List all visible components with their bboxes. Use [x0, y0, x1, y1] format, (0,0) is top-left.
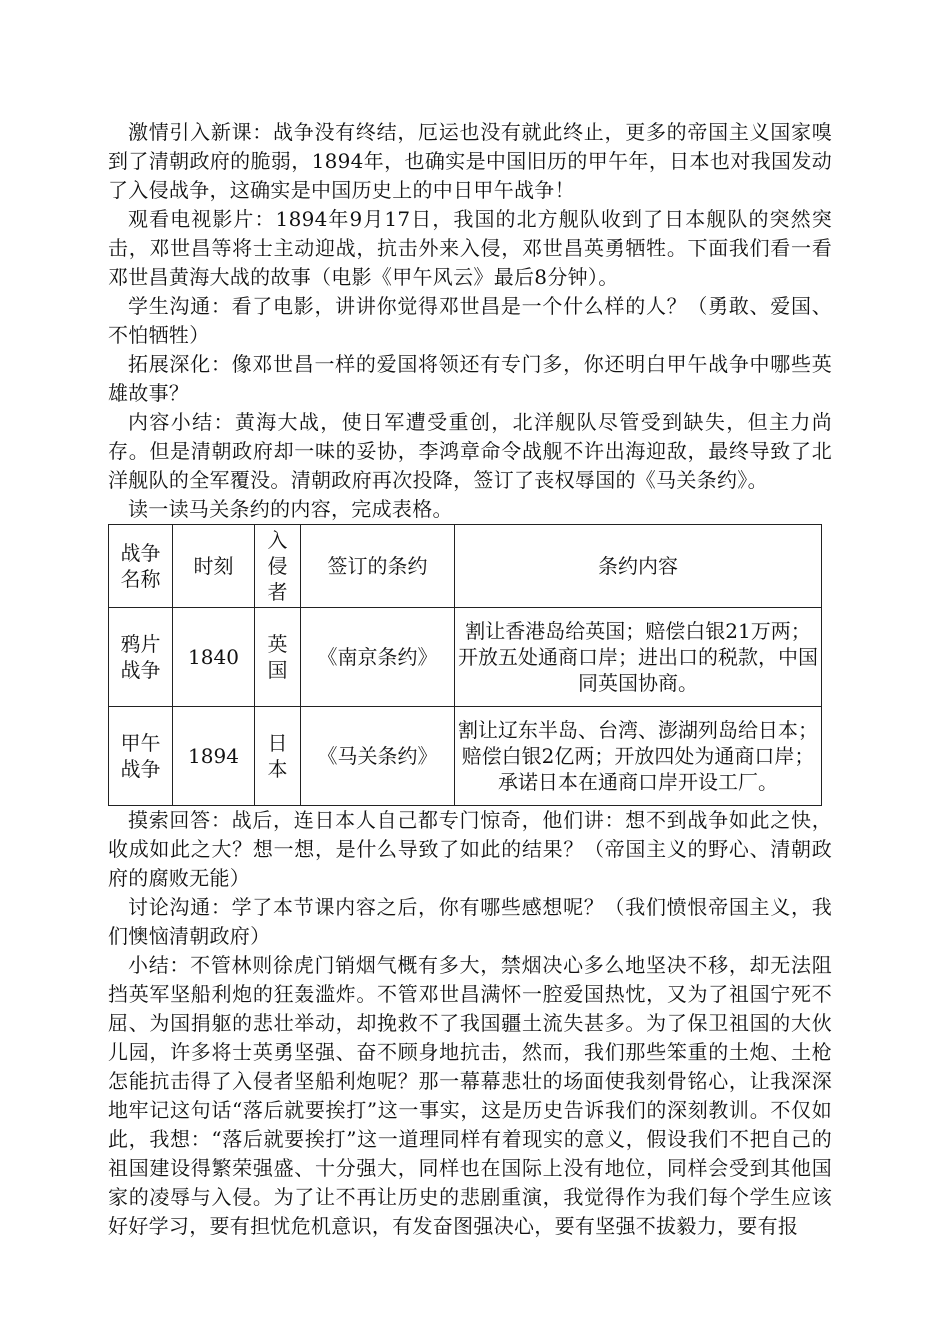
table-row [109, 608, 822, 707]
table-header-cell: 入侵者 [255, 525, 301, 608]
paragraph-intro: 激情引入新课：战争没有终结，厄运也没有就此终止，更多的帝国主义国家嗅到了清朝政府的脆弱，1894年，也确实是中国旧历的甲午年，日本也对我国发动了入侵战争，这确实是中国历史上的中日甲午战争！ [108, 120, 832, 202]
paragraph-summary: 内容小结：黄海大战，使日军遭受重创，北洋舰队尽管受到缺失，但主力尚存。但是清朝政府却一味的妥协，李鸿章命令战舰不许出海迎敌，最终导致了北洋舰队的全军覆没。清朝政府再次投降，签订了丧权辱国的《马关条约》。 [108, 410, 832, 492]
paragraph-film: 观看电视影片：1894年9月17日，我国的北方舰队收到了日本舰队的突然突击，邓世昌等将士主动迎战，抗击外来入侵，邓世昌英勇牺牲。下面我们看一看邓世昌黄海大战的故事（电影《甲午风云》最后8分钟）。 [108, 207, 832, 289]
paragraph-class-discussion: 讨论沟通：学了本节课内容之后，你有哪些感想呢？（我们愤恨帝国主义，我们懊恼清朝政府） [108, 895, 832, 948]
paragraph-extension: 拓展深化：像邓世昌一样的爱国将领还有专门多，你还明白甲午战争中哪些英雄故事？ [108, 352, 832, 405]
paragraph-table-instruction: 读一读马关条约的内容，完成表格。 [128, 497, 453, 521]
table-cell: 甲午战争 [109, 707, 173, 806]
paragraph-conclusion: 小结：不管林则徐虎门销烟气概有多大，禁烟决心多么地坚决不移，却无法阻挡英军坚船利炮的狂轰滥炸。不管邓世昌满怀一腔爱国热忱，又为了祖国宁死不屈、为国捐躯的悲壮举动，却挽救不了我国疆土流失甚多。为了保卫祖国的大伙儿园，许多将士英勇坚强、奋不顾身地抗击，然而，我们那些笨重的土炮、土枪怎能抗击得了入侵者坚船利炮呢？那一幕幕悲壮的场面使我刻骨铭心，让我深深地牢记这句话“落后就要挨打”这一事实，这是历史告诉我们的深刻教训。不仅如此，我想：“落后就要挨打”这一道理同样有着现实的意义，假设我们不把自己的祖国建设得繁荣强盛、十分强大，同样也在国际上没有地位，同样会受到其他国家的凌辱与入侵。为了让不再让历史的悲剧重演，我觉得作为我们每个学生应该好好学习，要有担忧危机意识，有发奋图强决心，要有坚强不拔毅力，要有报 [108, 953, 832, 1238]
table-cell: 英国 [255, 608, 301, 707]
table-cell: 《马关条约》 [301, 707, 455, 806]
treaty-table [108, 524, 822, 806]
table-cell: 割让辽东半岛、台湾、澎湖列岛给日本；赔偿白银2亿两；开放四处为通商口岸；承诺日本在通商口岸开设工厂。 [455, 707, 822, 806]
document-body [108, 118, 832, 1241]
table-cell: 割让香港岛给英国；赔偿白银21万两；开放五处通商口岸；进出口的税款，中国同英国协商。 [455, 608, 822, 707]
table-header-row [109, 525, 822, 608]
table-cell: 日本 [255, 707, 301, 806]
table-header-cell: 签订的条约 [301, 525, 455, 608]
table-header-cell: 战争名称 [109, 525, 173, 608]
table-header-cell: 时刻 [173, 525, 255, 608]
table-header-cell: 条约内容 [455, 525, 822, 608]
table-cell: 1894 [173, 707, 255, 806]
table-cell: 1840 [173, 608, 255, 707]
paragraph-student-discussion: 学生沟通：看了电影，讲讲你觉得邓世昌是一个什么样的人？（勇敢、爱国、不怕牺牲） [108, 294, 832, 347]
table-cell: 《南京条约》 [301, 608, 455, 707]
table-cell: 鸦片战争 [109, 608, 173, 707]
table-row [109, 707, 822, 806]
paragraph-exploration: 摸索回答：战后，连日本人自己都专门惊奇，他们讲：想不到战争如此之快，收成如此之大？想一想，是什么导致了如此的结果？（帝国主义的野心、清朝政府的腐败无能） [108, 808, 832, 890]
